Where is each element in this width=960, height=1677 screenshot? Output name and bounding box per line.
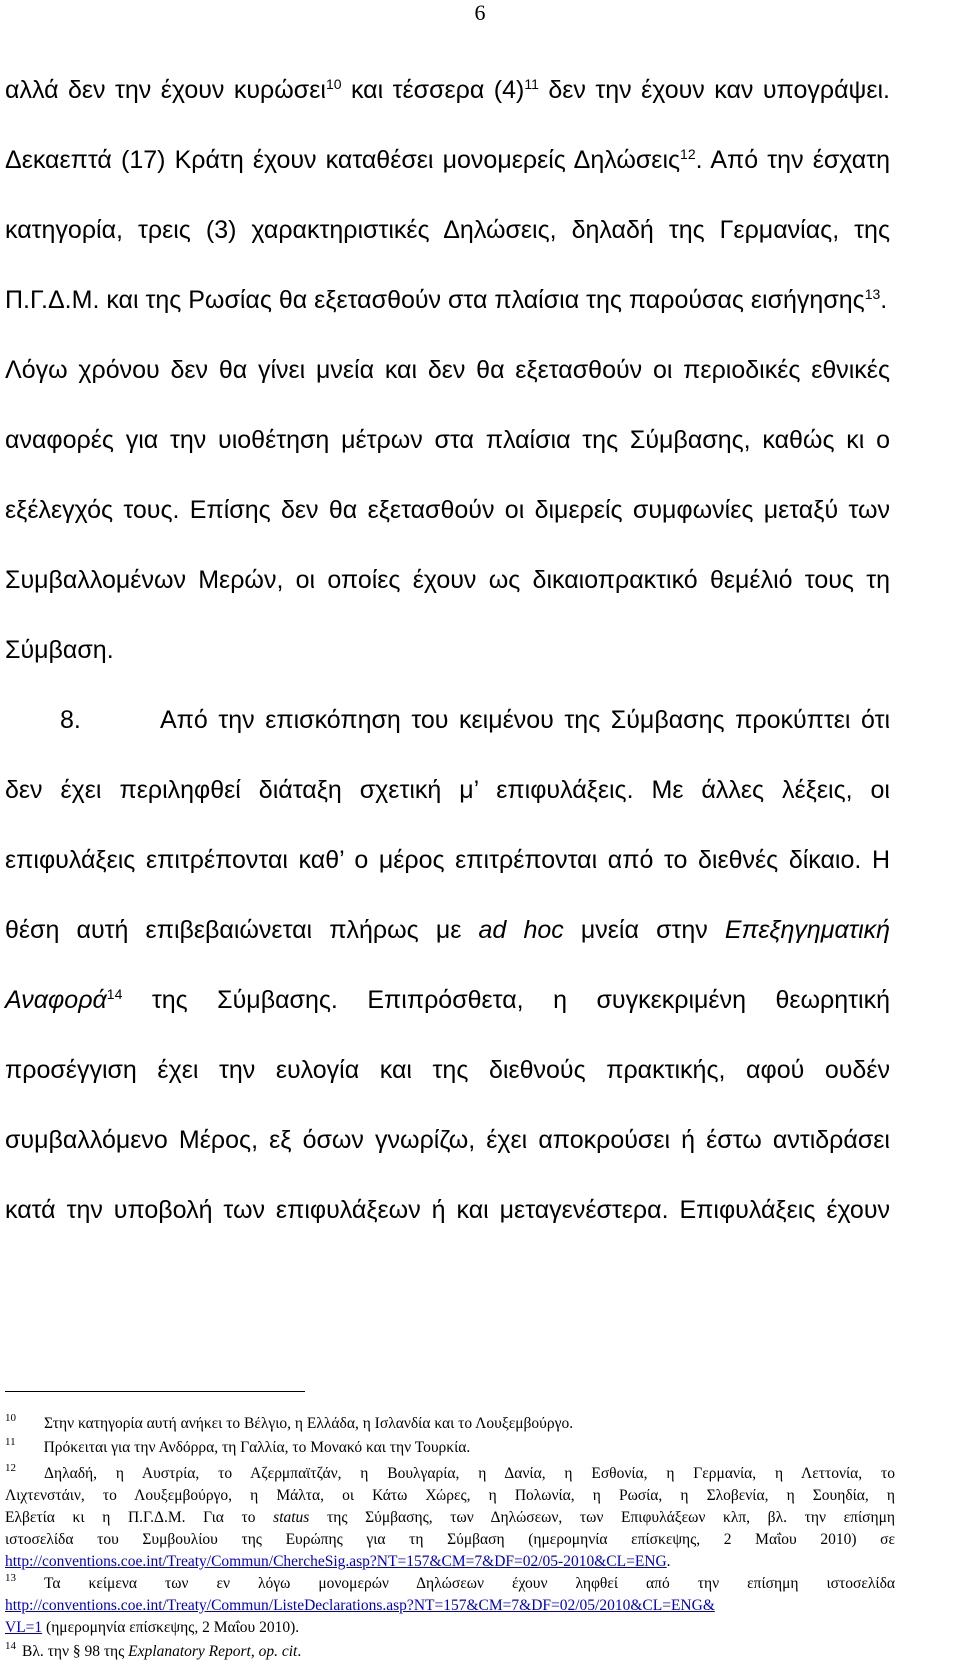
body-line: εξέλεγχός τους. Επίσης δεν θα εξετασθούν οι διμερείς συμφωνίες μεταξύ των [5,496,890,524]
reference-link[interactable]: http://conventions.coe.int/Treaty/Commun/ChercheSig.asp?NT=157&CM=7&DF=02/05-2010&CL=ENG [5,1553,667,1570]
body-line: Συμβαλλομένων Μερών, οι οποίες έχουν ως δικαιοπρακτικό θεμέλιό τους τη [5,566,890,594]
footnote-13: $^{13}$ Τα κείμενα των εν λόγω μονομερών Δηλώσεων έχουν ληφθεί από την επίσημη ιστοσελίδα [5,1572,895,1592]
reference-link[interactable]: http://conventions.coe.int/Treaty/Commun/ListeDeclarations.asp?NT=157&CM=7&DF=02/05/2010&CL=ENG& [5,1597,715,1614]
page-number: 6 [474,0,486,25]
body-line: κατά την υποβολή των επιφυλάξεων ή και μεταγενέστερα. Επιφυλάξεις έχουν [5,1196,890,1224]
body-line: Π.Γ.Δ.Μ. και της Ρωσίας θα εξετασθούν στα πλαίσια της παρούσας εισήγησης$^{13}$. [5,286,888,314]
body-line: Αναφορά$^{14}$ της Σύμβασης. Επιπρόσθετα, η συγκεκριμένη θεωρητική [5,986,890,1014]
footnote-10: $^{10}$ Στην κατηγορία αυτή ανήκει το Βέλγιο, η Ελλάδα, η Ισλανδία και το Λουξεμβούργο. [5,1412,574,1432]
reference-link[interactable]: VL=1 [5,1619,43,1636]
body-line: αναφορές για την υιοθέτηση μέτρων στα πλαίσια της Σύμβασης, καθώς κι ο [5,426,890,454]
footnote-ref[interactable]: 13 [864,286,881,302]
body-line: αλλά δεν την έχουν κυρώσει$^{10}$ και τέσσερα $(4)^{11}$ δεν την έχουν καν υπογράψει. [5,76,890,104]
footnote-ref[interactable]: 12 [680,146,696,162]
body-line: θέση αυτή επιβεβαιώνεται πλήρως με ad hoc μνεία στην Επεξηγηματική [5,916,890,944]
body-line: δεν έχει περιληφθεί διάταξη σχετική μ’ επιφυλάξεις. Με άλλες λέξεις, οι [5,776,890,804]
body-line: κατηγορία, τρεις (3) χαρακτηριστικές Δηλώσεις, δηλαδή της Γερμανίας, της [5,216,890,244]
footnote-14: $^{14}$ Βλ. την § 98 της Explanatory Report, op. cit. [5,1640,302,1660]
paragraph-number: 8. [60,706,81,734]
footnote-ref[interactable]: 14 [106,986,123,1002]
body-line: Δεκαεπτά (17) Κράτη έχουν καταθέσει μονομερείς Δηλώσεις$^{12}$. Από την έσχατη [5,146,890,174]
body-line: προσέγγιση έχει την ευλογία και της διεθνούς πρακτικής, αφού ουδέν [5,1056,890,1084]
body-line: Από την επισκόπηση του κειμένου της Σύμβασης προκύπτει ότι [160,706,890,734]
footnote-ref[interactable]: 10 [325,76,342,92]
footnote-ref[interactable]: 11 [524,76,539,92]
footnote-line: http://conventions.coe.int/Treaty/Commun/ChercheSig.asp?NT=157&CM=7&DF=02/05-2010&CL=ENG. [5,1553,671,1570]
body-line: συμβαλλόμενο Μέρος, εξ όσων γνωρίζω, έχει αποκρούσει ή έστω αντιδράσει [5,1126,890,1154]
body-line: Σύμβαση. [5,636,114,664]
footnote-line: Λιχτενστάιν, το Λουξεμβούργο, η Μάλτα, οι Κάτω Χώρες, η Πολωνία, η Ρωσία, η Σλοβενία, η Σουηδία, η [5,1487,895,1504]
body-line: Λόγω χρόνου δεν θα γίνει μνεία και δεν θα εξετασθούν οι περιοδικές εθνικές [5,356,890,384]
footnote-11: $^{11}$ Πρόκειται για την Ανδόρρα, τη Γαλλία, το Μονακό και την Τουρκία. [5,1436,471,1456]
footnote-line [5,1596,895,1616]
footnote-line: Ελβετία κι η Π.Γ.Δ.Μ. Για το status της Σύμβασης, των Δηλώσεων, των Επιφυλάξεων κλπ, βλ. την επίσημη [5,1509,895,1526]
footnote-line: ιστοσελίδα του Συμβουλίου της Ευρώπης για τη Σύμβαση (ημερομηνία επίσκεψης, 2 Μαΐου 2010) σε [5,1531,895,1548]
body-line: επιφυλάξεις επιτρέπονται καθ’ ο μέρος επιτρέπονται από το διεθνές δίκαιο. Η [5,846,890,874]
footnote-line: VL=1 (ημερομηνία επίσκεψης, 2 Μαΐου 2010). [5,1619,300,1636]
footnote-12: $^{12}$ Δηλαδή, η Αυστρία, το Αζερμπαϊτζάν, η Βουλγαρία, η Δανία, η Εσθονία, η Γερμανία, η Λεττονία, το [5,1462,895,1482]
footnote-separator [5,1391,305,1392]
